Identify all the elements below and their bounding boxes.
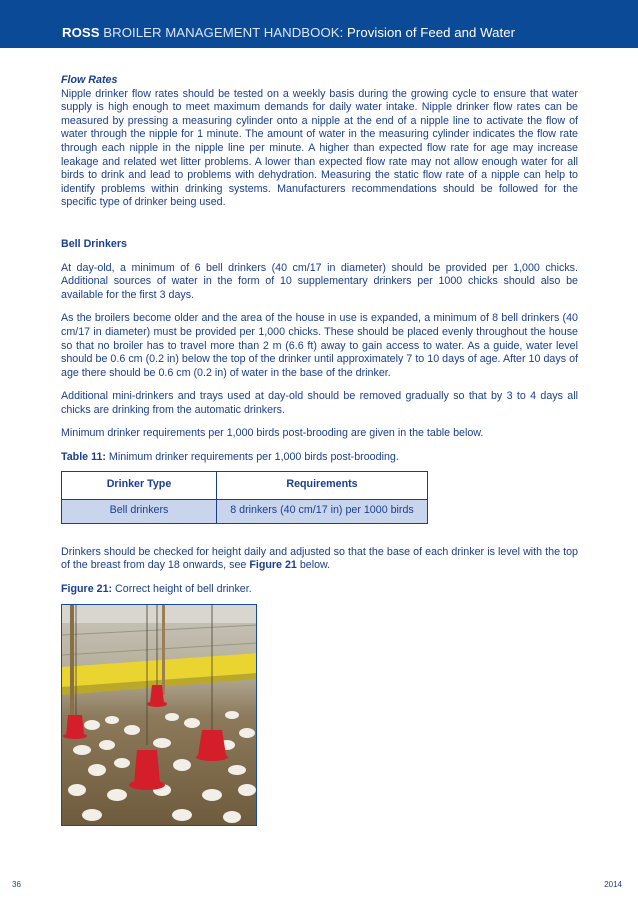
bell-drinker-photo: [61, 604, 257, 826]
table-11-label: Table 11:: [61, 451, 106, 464]
bell-paragraph-3: Additional mini-drinkers and trays used at day-old should be removed gradually so that by 3 to 4 days all chicks are drinking from the automatic drinkers.: [61, 390, 578, 416]
page-content: [61, 74, 578, 826]
header-brand: ROSS: [62, 25, 100, 40]
flow-rates-heading: Flow Rates: [61, 74, 118, 86]
page-number: 36: [12, 880, 21, 889]
bell-drinker-photo-illustration: [62, 605, 257, 826]
figure-21-caption: [61, 583, 578, 597]
table-header-row: [62, 471, 428, 499]
table-header-requirements: Requirements: [217, 471, 428, 499]
header-bar: [0, 0, 638, 48]
table-header-drinker-type: Drinker Type: [62, 471, 217, 499]
table-11-caption: [61, 451, 578, 465]
figure-21-caption-text: Correct height of bell drinker.: [112, 582, 252, 595]
header-title: [62, 25, 515, 40]
bell-paragraph-2: As the broilers become older and the area of the house in use is expanded, a minimum of 8 bell drinkers (40 cm/17 in diameter) must be provided per 1,000 chicks. These should be placed evenly throughout the house so that no broiler has to travel more than 2 m (6.6 ft) away to gain access to water. As a guide, water level should be 0.6 cm (0.2 in) below the top of the drinker until approximately 7 to 10 days of age. After 10 days of age there should be 0.6 cm (0.2 in) of water in the base of the drinker.: [61, 312, 578, 379]
table-row: [62, 499, 428, 523]
height-check-text: Drinkers should be checked for height daily and adjusted so that the base of each drinker is level with the top of the breast from day 18 onwards, see: [61, 545, 578, 572]
drinker-requirements-table: [61, 471, 428, 524]
header-section: : Provision of Feed and Water: [339, 25, 516, 40]
height-check-paragraph: [61, 546, 578, 573]
table-cell-requirements: 8 drinkers (40 cm/17 in) per 1000 birds: [217, 499, 428, 523]
footer-year: 2014: [604, 880, 622, 889]
header-handbook: BROILER MANAGEMENT HANDBOOK: [99, 25, 340, 40]
figure-21-label: Figure 21:: [61, 582, 113, 595]
table-cell-drinker-type: Bell drinkers: [62, 499, 217, 523]
height-check-text-end: below.: [296, 559, 331, 572]
bell-paragraph-1: At day-old, a minimum of 6 bell drinkers (40 cm/17 in diameter) should be provided per 1,000 chicks. Additional sources of water in the form of 10 supplementary drinkers per 1000 chicks should also be available for the first 3 days.: [61, 261, 578, 301]
flow-rates-paragraph: Nipple drinker flow rates should be tested on a weekly basis during the growing cycle to ensure that water supply is high enough to meet maximum demands for daily water intake. Nipple drinker flow rates can be measured by pressing a measuring cylinder onto a nipple at the end of a nipple line to activate the flow of water through the nipple for 1 minute. The amount of water in the measuring cylinder indicates the flow rate through each nipple in the nipple line per minute. A higher than expected flow rate for age may increase leakage and related wet litter problems. A lower than expected flow rate may not allow enough water for all birds to drink and lead to problems with dehydration. Measuring the static flow rate of a nipple can help to identify problems within drinking systems. Manufacturers recommendations should be followed for the specific type of drinker being used.: [61, 87, 578, 209]
bell-paragraph-4: Minimum drinker requirements per 1,000 birds post-brooding are given in the table below.: [61, 427, 484, 440]
figure-21-reference: Figure 21: [249, 559, 297, 572]
table-11-caption-text: Minimum drinker requirements per 1,000 birds post-brooding.: [105, 451, 399, 464]
bell-drinkers-heading: Bell Drinkers: [61, 237, 127, 250]
